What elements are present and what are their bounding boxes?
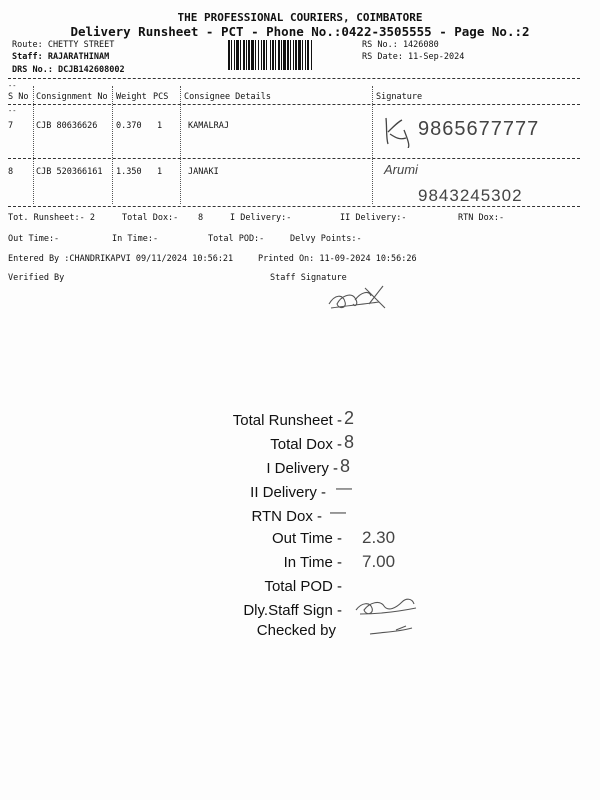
in-time-label: In Time:- <box>112 234 159 244</box>
drs-label: DRS No.: DCJB142608002 <box>12 65 125 75</box>
ii-delivery-label: II Delivery:- <box>340 213 407 223</box>
col-header-weight: Weight <box>116 92 147 102</box>
company-title: THE PROFESSIONAL COURIERS, COIMBATORE <box>177 11 423 24</box>
total-dox-label: Total Dox:- <box>122 213 179 223</box>
total-pod-label: Total POD:- <box>208 234 265 244</box>
barcode-bar <box>293 40 294 70</box>
stamp-label: Checked by <box>256 622 336 639</box>
stamp-label: II Delivery - <box>250 484 326 501</box>
row-weight: 0.370 <box>116 121 142 131</box>
stamp-value: 7.00 <box>362 552 396 571</box>
verified-by: Verified By <box>8 273 65 283</box>
signature-phone: 9843245302 <box>418 186 523 205</box>
barcode-bar <box>231 40 232 70</box>
route-label: Route: CHETTY STREET <box>12 40 115 50</box>
row-consignment: CJB 520366161 <box>36 167 103 177</box>
barcode-bar <box>228 40 230 70</box>
col-header-consignee: Consignee Details <box>184 92 271 102</box>
rs-no-label: RS No.: 1426080 <box>362 40 439 50</box>
entered-by: Entered By :CHANDRIKAPVI 09/11/2024 10:56:21 <box>8 254 234 264</box>
barcode-bar <box>278 40 280 70</box>
barcode-bar <box>243 40 245 70</box>
stamp-label: Total Dox - <box>270 436 342 453</box>
rs-date-label: RS Date: 11-Sep-2024 <box>362 52 465 62</box>
barcode-bar <box>311 40 312 70</box>
staff-signature-scribble <box>325 282 395 314</box>
stamp-block <box>0 408 600 642</box>
barcode-bar <box>270 40 271 70</box>
barcode-bar <box>255 40 256 70</box>
barcode-bar <box>258 40 259 70</box>
barcode-bar <box>281 40 282 70</box>
barcode-bar <box>251 40 254 70</box>
barcode-bar <box>248 40 250 70</box>
row-pcs: 1 <box>157 121 163 131</box>
divider <box>8 78 580 79</box>
delvy-points-label: Delvy Points:- <box>290 234 362 244</box>
stamp-label: Total POD - <box>264 578 342 595</box>
total-dox-value: 8 <box>198 213 204 223</box>
col-header-signature: Signature <box>376 92 423 102</box>
stamp-label: In Time - <box>283 554 342 571</box>
stamp-value: — <box>336 480 352 497</box>
barcode-bar <box>261 40 262 70</box>
i-delivery-label: I Delivery:- <box>230 213 292 223</box>
barcode <box>228 40 354 70</box>
divider <box>8 104 580 105</box>
printed-on: Printed On: 11-09-2024 10:56:26 <box>258 254 417 264</box>
col-header-consignment: Consignment No <box>36 92 108 102</box>
divider-marks: -- <box>8 82 17 90</box>
staff-label: Staff: RAJARATHINAM <box>12 52 110 62</box>
stamp-value: 2.30 <box>362 528 396 547</box>
barcode-bar <box>295 40 297 70</box>
stamp-value: 8 <box>344 432 355 452</box>
divider-marks: -- <box>8 107 17 115</box>
stamp-label: I Delivery - <box>266 460 338 477</box>
column-line <box>372 86 373 204</box>
row-weight: 1.350 <box>116 167 142 177</box>
signature-mark <box>380 112 420 148</box>
row-consignment: CJB 80636626 <box>36 121 98 131</box>
stamp-value: — <box>330 504 346 521</box>
stamp-label: Total Runsheet - <box>232 412 342 429</box>
stamp-value: 2 <box>344 408 355 428</box>
signature-name: Arumi <box>384 162 418 177</box>
barcode-bar <box>287 40 289 70</box>
row-consignee: JANAKI <box>188 167 219 177</box>
col-header-pcs: PCS <box>153 92 169 102</box>
column-line <box>112 86 113 204</box>
barcode-bar <box>298 40 301 70</box>
barcode-bar <box>263 40 265 70</box>
column-line <box>180 86 181 204</box>
divider <box>8 158 580 159</box>
barcode-bar <box>240 40 241 70</box>
stamp-value: 8 <box>340 456 351 476</box>
barcode-bar <box>275 40 276 70</box>
row-consignee: KAMALRAJ <box>188 121 229 131</box>
barcode-bar <box>272 40 274 70</box>
barcode-bar <box>236 40 239 70</box>
row-pcs: 1 <box>157 167 163 177</box>
signature-phone: 9865677777 <box>418 118 540 140</box>
tot-runsheet: Tot. Runsheet:- 2 <box>8 213 95 223</box>
divider <box>8 206 580 207</box>
staff-signature-label: Staff Signature <box>270 273 347 283</box>
barcode-bar <box>290 40 291 70</box>
rtn-dox-label: RTN Dox:- <box>458 213 505 223</box>
barcode-bar <box>307 40 309 70</box>
barcode-bar <box>305 40 306 70</box>
barcode-bar <box>283 40 286 70</box>
stamp-label: Out Time - <box>271 530 342 547</box>
out-time-label: Out Time:- <box>8 234 60 244</box>
barcode-bar <box>302 40 303 70</box>
column-line <box>33 86 34 204</box>
row-sno: 7 <box>8 121 14 131</box>
stamp-label: Dly.Staff Sign - <box>243 602 342 619</box>
barcode-bar <box>266 40 267 70</box>
dly-staff-signature <box>352 592 422 620</box>
barcode-bar <box>234 40 235 70</box>
checked-by-signature <box>366 624 416 638</box>
row-sno: 8 <box>8 167 14 177</box>
barcode-bar <box>246 40 247 70</box>
runsheet-subtitle: Delivery Runsheet - PCT - Phone No.:0422-3505555 - Page No.:2 <box>70 24 530 39</box>
stamp-label: RTN Dox - <box>251 508 322 525</box>
col-header-sno: S No <box>8 92 29 102</box>
